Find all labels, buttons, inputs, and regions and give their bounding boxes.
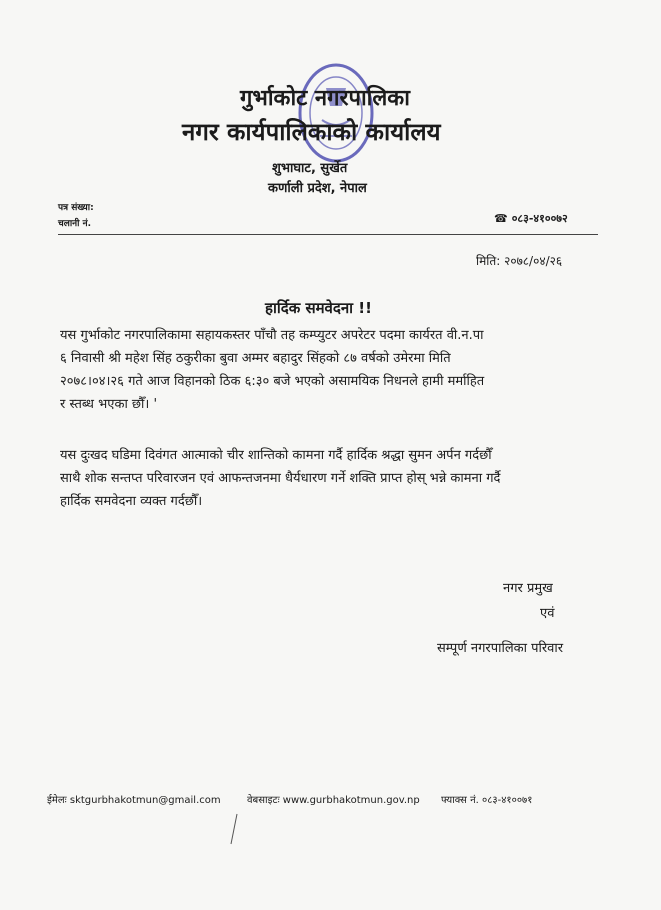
letter-date: मिति: २०७८/०४/२६ — [476, 254, 563, 268]
phone-text: ०८३-४१००७२ — [511, 212, 568, 225]
paragraph-line: साथै शोक सन्तप्त परिवारजन एवं आफन्तजनमा धैर्यधारण गर्ने शक्ति प्राप्त होस् भन्ने कामना गर्दै — [60, 471, 501, 486]
signature-line-2: एवं — [540, 606, 555, 621]
footer-fax: फ्याक्स नं. ०८३-४१००७१ — [441, 795, 533, 806]
address-line-2: कर्णाली प्रदेश, नेपाल — [268, 181, 367, 196]
phone-number — [494, 211, 568, 226]
paragraph-line: र स्तब्ध भएका छौँ। ' — [60, 397, 158, 412]
paragraph-line: यस दुःखद घडिमा दिवंगत आत्माको चीर शान्तिको कामना गर्दै हार्दिक श्रद्धा सुमन अर्पन गर्दछौँ — [60, 448, 492, 463]
telephone-icon: ☎ — [494, 212, 508, 225]
paragraph-1 — [60, 324, 580, 416]
office-stamp — [292, 58, 380, 168]
signature-line-3: सम्पूर्ण नगरपालिका परिवार — [437, 641, 564, 656]
paragraph-line: ६ निवासी श्री महेश सिंह ठकुरीका बुवा अम्मर बहादुर सिंहको ८७ वर्षको उमेरमा मिति — [60, 351, 451, 366]
paragraph-2 — [60, 444, 580, 513]
pen-mark — [228, 812, 240, 846]
org-name: गुर्भाकोट नगरपालिका — [240, 86, 410, 111]
office-title: नगर कार्यपालिकाको कार्यालय — [182, 118, 441, 146]
paragraph-line: यस गुर्भाकोट नगरपालिकामा सहायकस्तर पाँचौ तह कम्प्युटर अपरेटर पदमा कार्यरत वी.न.पा — [60, 328, 484, 343]
signature-line-1: नगर प्रमुख — [503, 581, 553, 596]
dispatch-number-label: चलानी नं. — [58, 219, 92, 229]
letter-heading: हार्दिक समवेदना !! — [265, 299, 372, 317]
footer-website: वेबसाइटः www.gurbhakotmun.gov.np — [247, 795, 420, 806]
address-line-1: शुभाघाट, सुर्खेत — [272, 161, 348, 176]
header-divider — [58, 234, 598, 235]
paragraph-line: २०७८।०४।२६ गते आज विहानको ठिक ६:३० बजे भएको असामयिक निधनले हामी मर्माहित — [60, 374, 485, 389]
footer-email: ईमेलः sktgurbhakotmun@gmail.com — [47, 795, 221, 806]
paragraph-line: हार्दिक समवेदना व्यक्त गर्दछौँ। — [60, 494, 203, 509]
letter-number-label: पत्र संख्या: — [58, 203, 94, 213]
